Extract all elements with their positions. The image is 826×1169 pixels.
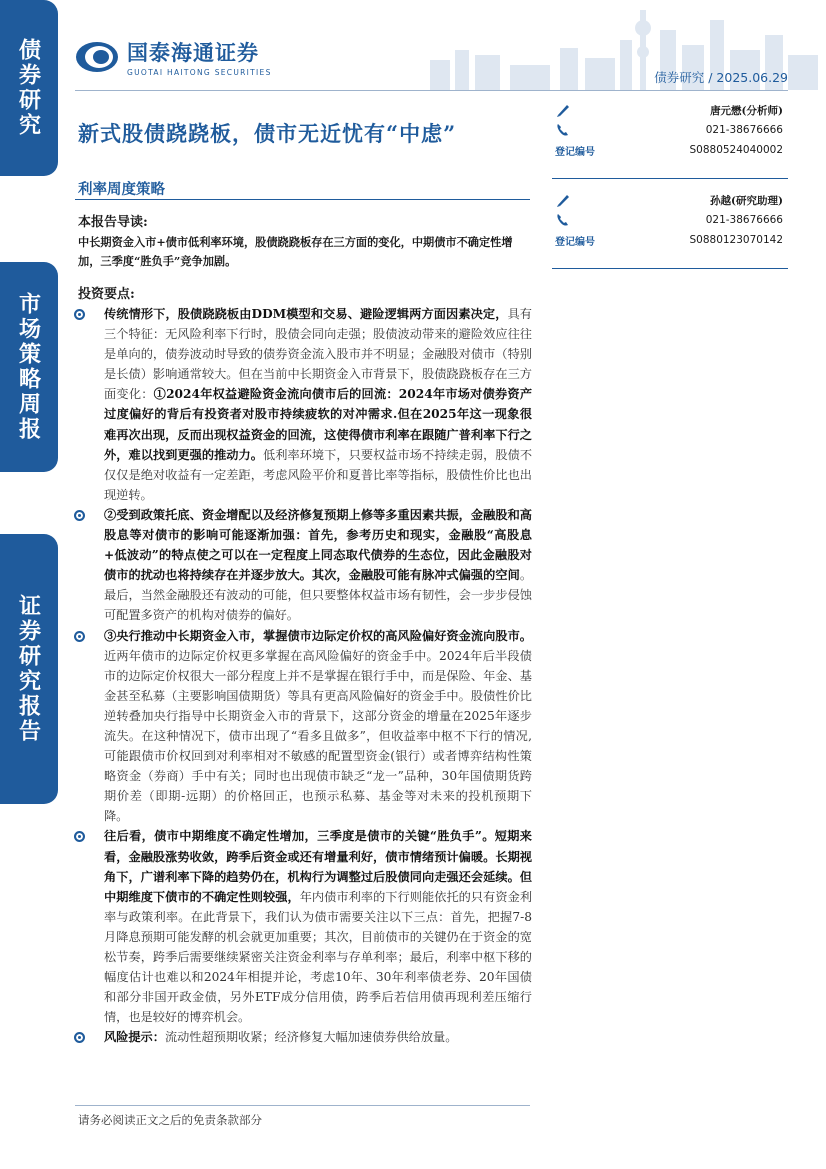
analyst-divider: [552, 268, 788, 269]
report-subtitle: 利率周度策略: [78, 181, 165, 198]
analyst-phone: 021-38676666: [705, 124, 783, 136]
bullet-text: 。最后，当然金融股还有波动的可能，但只要整体权益市场有韧性，会一步步侵蚀可配置多资产的机构对债券的偏好。: [104, 568, 532, 623]
header-date: 2025.06.29: [716, 70, 788, 85]
footer-disclaimer: 请务必阅读正文之后的免责条款部分: [78, 1113, 262, 1127]
bullet-icon: [74, 1032, 85, 1043]
brand-logo: [75, 37, 272, 77]
invest-bullet: [72, 826, 532, 1027]
phone-icon: [555, 212, 571, 228]
side-tab-weekly-strategy: [0, 262, 58, 472]
side-tab-label: 证券研究报告: [15, 594, 42, 744]
bullet-icon: [74, 631, 85, 642]
header-category: 债券研究: [654, 70, 705, 85]
brand-name-cn: 国泰海通证券: [127, 41, 259, 65]
header-separator: /: [708, 70, 713, 85]
bullet-text: 年内债市利率的下行则能依托的只有资金利率与政策利率。在此背景下，我们认为债市需要关注以下三点：首先，把握7-8月降息预期可能发酵的机会就更加重要；其次，目前债市的关键仍在于资金的宽松节奏，跨季后需要继续紧密关注资金利率与存单利率；最后，利率中枢下移的幅度估计也难以和2024年相提并论，考虑10年、30年利率债老券、20年国债和部分非国开政金债，另外ETF成分信用债，跨季后若信用债再现利差压缩行情，也是较好的博弈机会。: [104, 889, 533, 1025]
analyst-reg-label: 登记编号: [555, 236, 595, 248]
report-title: 新式股债跷跷板，债市无近忧有“中虑”: [78, 121, 457, 146]
analyst-name: 唐元懋(分析师): [710, 104, 783, 117]
brand-name-en: GUOTAI HAITONG SECURITIES: [127, 68, 272, 77]
side-tab-label: 债券研究: [15, 38, 42, 138]
invest-bullet: [72, 304, 532, 505]
bullet-text: 具有三个特征：无风险利率下行时，股债会同向走强；股债波动带来的避险效应往往是单向的，债券波动时导致的债券资金流入股市并不明显；金融股对债市（特别是长债）影响通常较大。但在当前中长期资金入市背景下，股债跷跷板存在三方面变化：: [104, 307, 532, 402]
invest-bullet: [72, 1027, 532, 1047]
invest-heading: 投资要点:: [78, 287, 135, 302]
footer-divider: [75, 1105, 530, 1106]
bullet-icon: [74, 510, 85, 521]
analyst-phone: 021-38676666: [705, 214, 783, 226]
logo-mark-icon: [75, 41, 119, 73]
bullet-text: 流动性超预期收紧；经济修复大幅加速债券供给放量。: [164, 1030, 458, 1045]
analyst-card-1: [555, 100, 783, 160]
header-meta: [654, 68, 788, 86]
analyst-card-2: [555, 190, 783, 250]
bullet-bold-text: 风险提示：: [104, 1030, 165, 1045]
subtitle-divider: [75, 199, 530, 200]
side-tab-bond-research: [0, 0, 58, 176]
pen-icon: [555, 102, 571, 118]
side-tab-label: 市场策略周报: [15, 292, 42, 442]
phone-icon: [555, 122, 571, 138]
bullet-icon: [74, 831, 85, 842]
pen-icon: [555, 192, 571, 208]
bullet-bold-text: 往后看，债市中期维度不确定性增加，三季度是债市的关键“胜负手”。短期来看，金融股涨势收敛，跨季后资金或还有增量利好，债市情绪预计偏暖。长期视角下，广谱利率下降的趋势仍在，机构行为调整过后股债同向走强还会延续。但中期维度下债市的不确定性则较强，: [104, 829, 532, 904]
invest-bullet: [72, 626, 532, 827]
guide-text: 中长期资金入市+债市低利率环境，股债跷跷板存在三方面的变化，中期债市不确定性增加，三季度“胜负手”竞争加剧。: [78, 235, 513, 268]
analyst-reg-no: S0880123070142: [689, 234, 783, 246]
analyst-divider: [552, 178, 788, 179]
analyst-reg-label: 登记编号: [555, 146, 595, 158]
bullet-icon: [74, 309, 85, 320]
analyst-name: 孙越(研究助理): [710, 194, 783, 207]
bullet-bold-text: ③央行推动中长期资金入市，掌握债市边际定价权的高风险偏好资金流向股市。: [104, 628, 532, 643]
invest-bullets: [72, 304, 532, 1047]
bullet-bold-text: ①2024年权益避险资金流向债市后的回流：2024年市场对债券资产过度偏好的背后有投资者对股市持续疲软的对冲需求.但在2025年这一现象很难再次出现，反而出现权益资金的回流，这使得债市利率在跟随广普利率下行之外，难以找到更强的推动力。: [104, 387, 533, 462]
side-tab-report: [0, 534, 58, 804]
guide-heading: 本报告导读:: [78, 215, 148, 230]
bullet-bold-text: ②受到政策托底、资金增配以及经济修复预期上修等多重因素共振，金融股和高股息等对债市的影响可能逐渐加强：首先，参考历史和现实，金融股“高股息+低波动”的特点使之可以在一定程度上同态取代债券的生态位，因此金融股对债市的扰动也将持续存在并逐步放大。其次，金融股可能有脉冲式偏强的空间: [104, 507, 532, 583]
bullet-text: 近两年债市的边际定价权更多掌握在高风险偏好的资金手中。2024年后半段债市的边际定价权很大一部分程度上并不是掌握在银行手中，而是保险、年金、基金甚至私募（主要影响国债期货）等具有更高风险偏好的资金手中。股债性价比逆转叠加央行指导中长期资金入市的背景下，这部分资金的增量在2025年逐步流失。在这种情况下，债市出现了“看多且做多”，但收益率中枢不下行的情况,可能跟债市价权回到对利率相对不敏感的配置型资金(银行）或者博弈结构性策略资金（券商）手中有关；同时也出现债市缺乏“龙一”品种，30年国债期货跨期价差（即期-远期）的价格回正，也预示私募、基金等对未来的投机预期下降。: [104, 648, 532, 824]
invest-bullet: [72, 505, 532, 626]
bullet-text: 低利率环境下，只要权益市场不持续走弱，股债不仅仅是绝对收益有一定差距，考虑风险平价和夏普比率等指标，股债性价比也出现逆转。: [104, 447, 533, 502]
bullet-bold-text: 传统情形下，股债跷跷板由DDM模型和交易、避险逻辑两方面因素决定，: [104, 307, 508, 321]
header-divider: [75, 90, 788, 91]
analyst-reg-no: S0880524040002: [689, 144, 783, 156]
